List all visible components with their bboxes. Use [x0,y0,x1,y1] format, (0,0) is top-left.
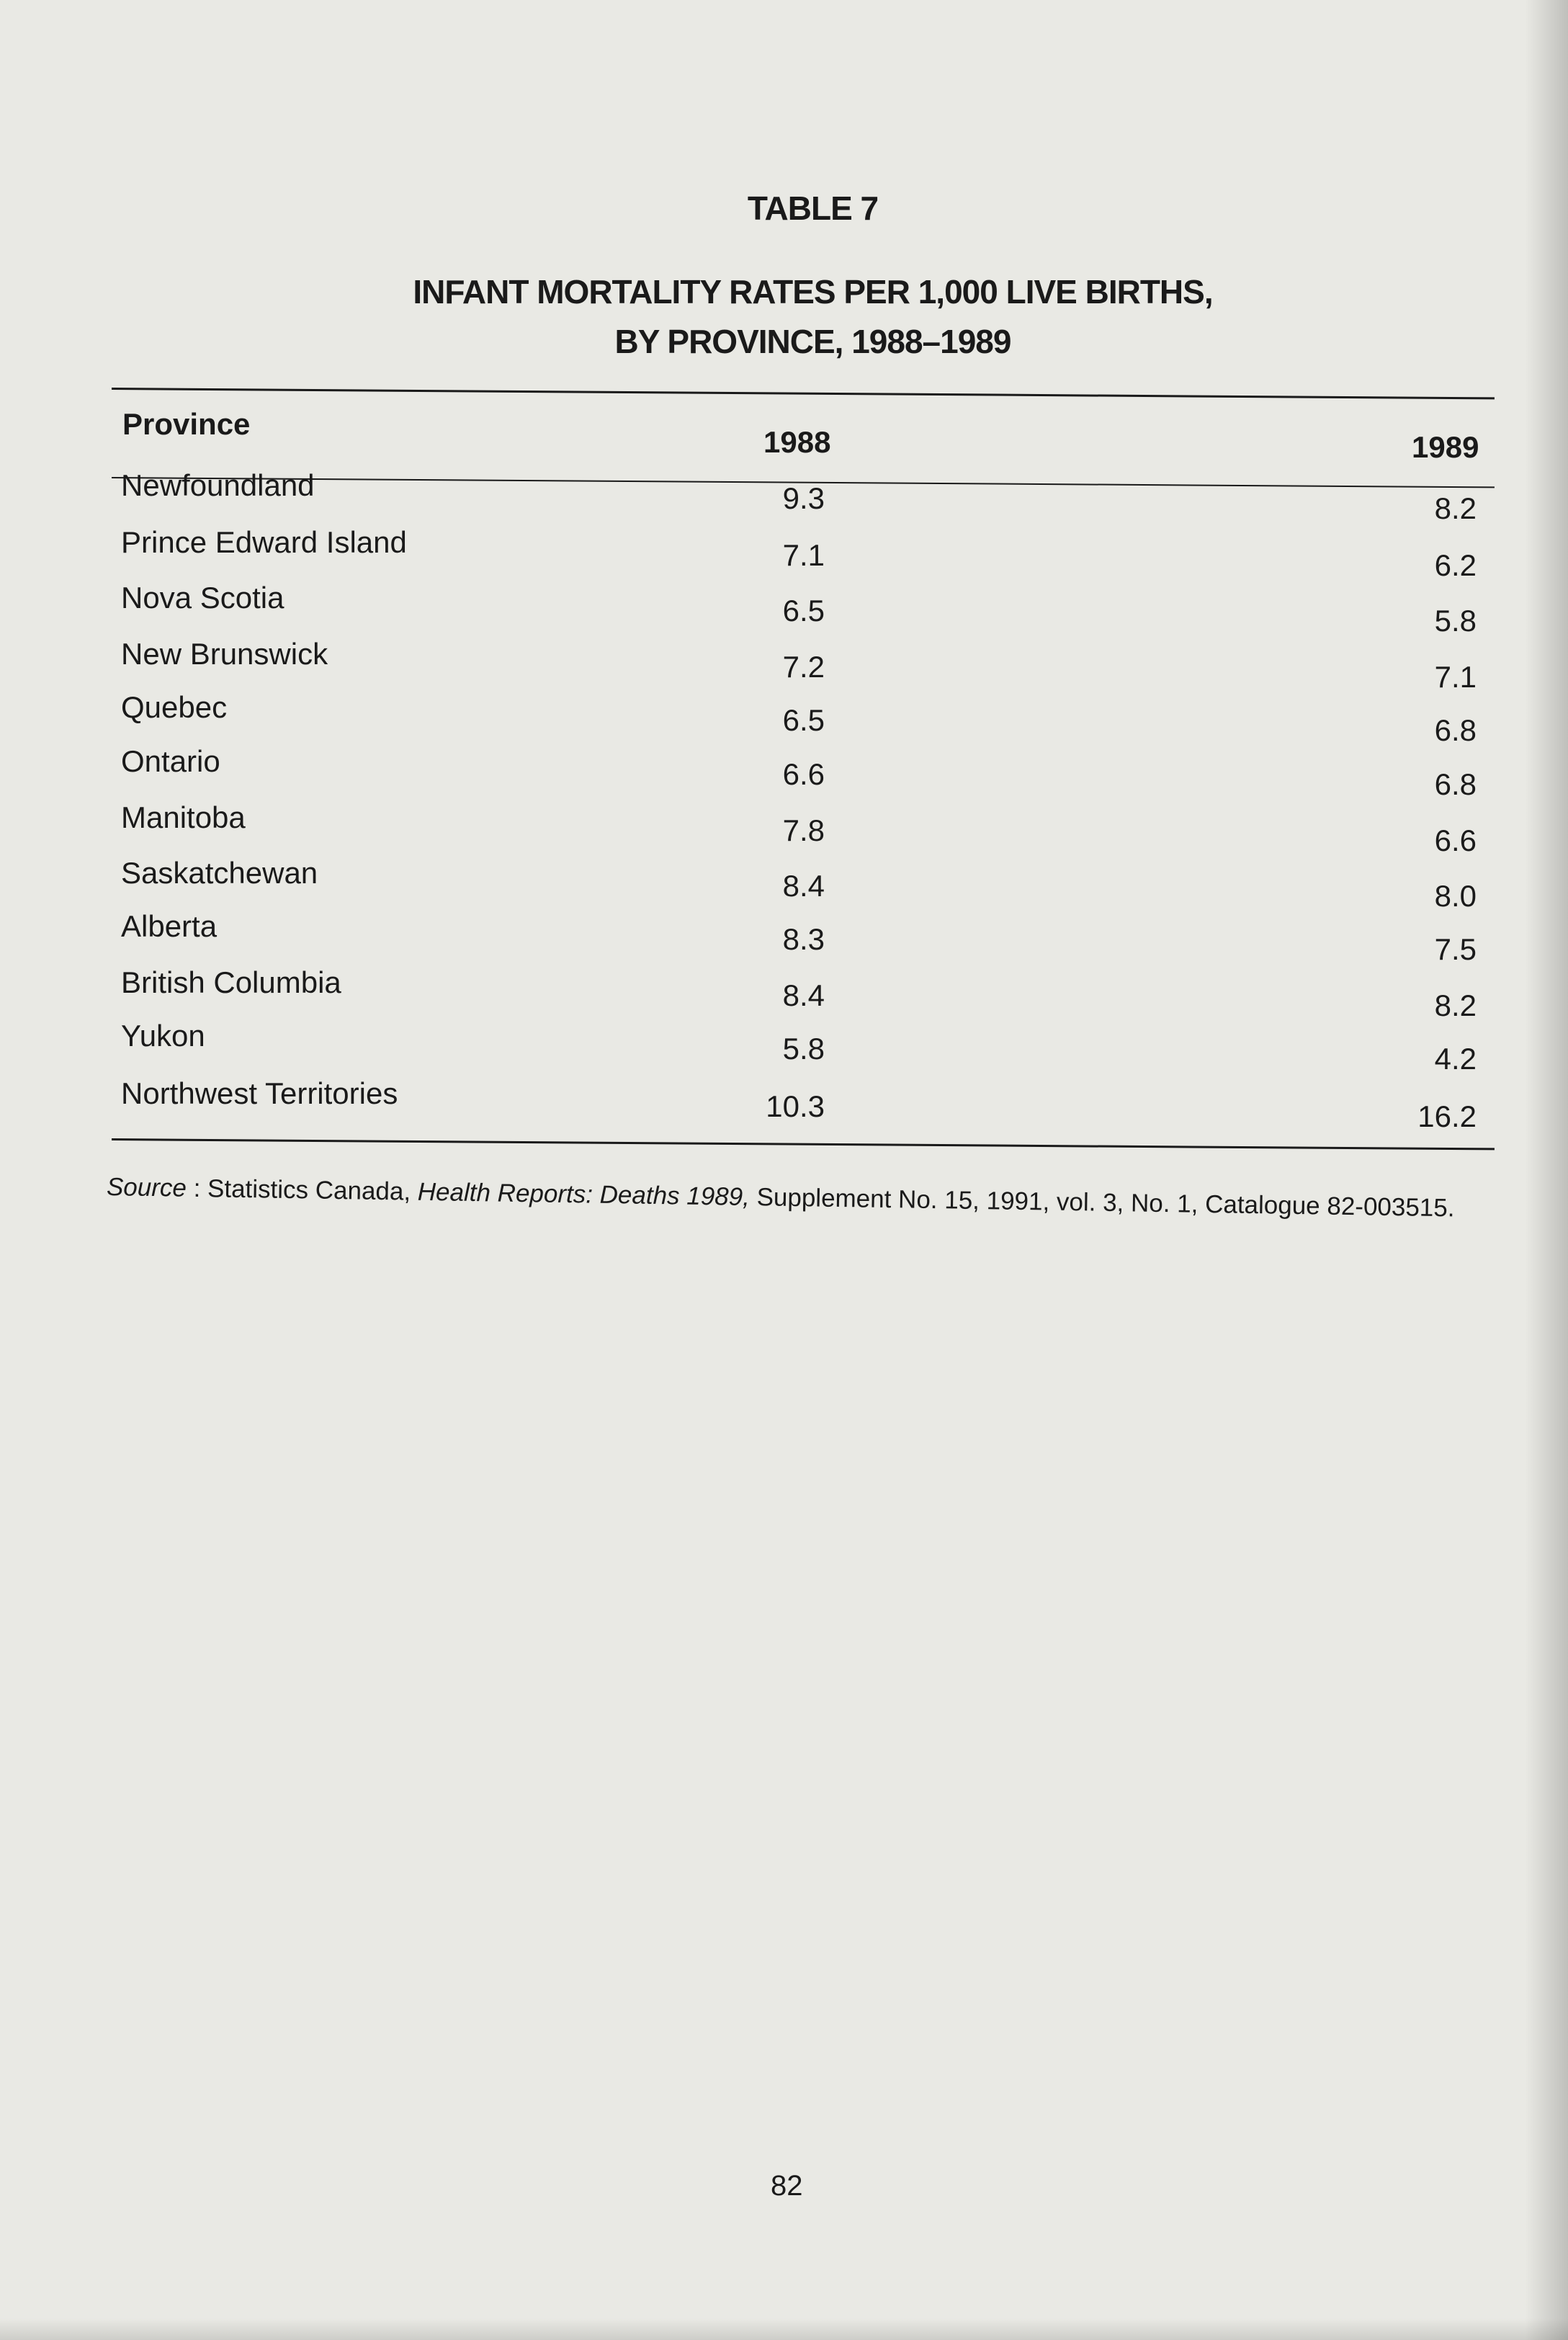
rate-1989: 7.5 [1434,932,1477,966]
rate-1988: 7.2 [782,650,825,684]
table-row [0,1076,1568,1133]
page-number: 82 [771,2170,803,2202]
rate-1989: 4.2 [1434,1042,1477,1076]
table-row [0,525,1568,582]
rate-1988: 6.6 [782,757,825,791]
rate-1988: 7.1 [782,538,825,572]
rate-1989: 6.6 [1434,823,1477,857]
rate-1989: 6.8 [1434,767,1477,801]
rate-1989: 8.0 [1434,879,1477,913]
rate-1989: 5.8 [1434,604,1477,638]
province-name: Yukon [121,1019,205,1053]
source-agency: : Statistics Canada, [186,1174,418,1206]
province-name: Ontario [121,744,220,778]
rate-1989: 8.2 [1434,988,1477,1022]
table-top-rule [112,388,1495,399]
table-title-line-2: BY PROVINCE, 1988–1989 [614,323,1011,360]
rate-1989: 6.8 [1434,713,1477,747]
table-row [0,637,1568,694]
column-header-1988: 1988 [763,425,831,459]
source-note [107,1173,1455,1223]
table-row [0,909,1568,966]
table-title-line-1: INFANT MORTALITY RATES PER 1,000 LIVE BIRTHS, [413,273,1213,311]
province-name: Nova Scotia [121,581,285,615]
table-label: TABLE 7 [747,189,879,227]
rate-1988: 6.5 [782,703,825,737]
source-details: Supplement No. 15, 1991, vol. 3, No. 1, Catalogue 82-003515. [749,1183,1455,1223]
table-row [0,800,1568,857]
column-header-1989: 1989 [1412,430,1479,464]
rate-1988: 10.3 [766,1089,825,1123]
province-name: Northwest Territories [121,1076,398,1110]
table-row [0,744,1568,801]
table-row [0,690,1568,747]
column-header-province: Province [122,407,251,441]
table-row [0,1019,1568,1076]
province-name: Manitoba [121,800,246,834]
rate-1988: 7.8 [782,813,825,847]
rate-1988: 8.3 [782,922,825,956]
table-row [0,856,1568,913]
province-name: Quebec [121,690,228,724]
table-row [0,581,1568,638]
province-name: Alberta [121,909,218,943]
rate-1988: 8.4 [782,978,825,1012]
province-name: British Columbia [121,965,341,999]
source-publication: Health Reports: Deaths 1989, [417,1177,751,1212]
rate-1988: 9.3 [782,481,825,515]
province-name: Newfoundland [121,468,315,502]
table-row [0,468,1568,525]
province-name: New Brunswick [121,637,328,671]
rate-1988: 6.5 [782,594,825,628]
rate-1989: 16.2 [1417,1099,1477,1133]
table-bottom-rule [112,1138,1495,1150]
rate-1988: 8.4 [782,869,825,903]
province-name: Prince Edward Island [121,525,407,559]
page-bottom-shadow [0,2318,1568,2340]
rate-1989: 7.1 [1434,660,1477,694]
province-name: Saskatchewan [121,856,318,890]
rate-1989: 8.2 [1434,491,1477,525]
rate-1989: 6.2 [1434,548,1477,582]
table-row [0,965,1568,1022]
source-lead: Source [106,1173,187,1202]
rate-1988: 5.8 [782,1032,825,1066]
